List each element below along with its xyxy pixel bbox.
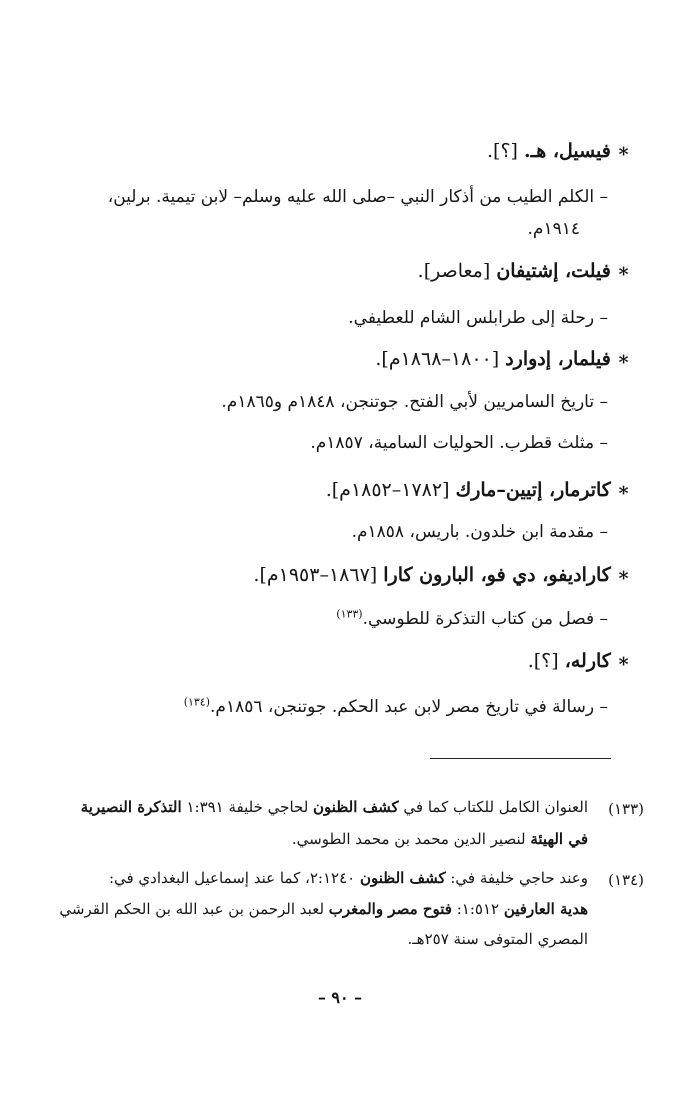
entry-heading: ∗كاترمار، إتيين–مارك [١٧٨٢–١٨٥٢م]. <box>325 479 630 501</box>
entry-heading: ∗فيسيل، هـ. [؟]. <box>487 140 630 162</box>
footnote-ref[interactable]: (١٣٤) <box>183 695 211 709</box>
footnote-separator <box>430 758 611 759</box>
page-number: – ٩٠ – <box>317 988 363 1007</box>
entry-item: – مثلث قطرب. الحوليات السامية، ١٨٥٧م. <box>310 433 608 453</box>
entry-item: – رحلة إلى طرابلس الشام للعطيفي. <box>348 308 608 328</box>
entry-item: – تاريخ السامريين لأبي الفتح. جوتنجن، ١٨٤٨م و١٨٦٥م. <box>221 392 608 412</box>
entry-heading: ∗كارله، [؟]. <box>527 650 630 672</box>
entry-heading: ∗كاراديفو، دي فو، البارون كارا [١٨٦٧–١٩٥٣م]. <box>253 564 630 586</box>
footnote-line: وعند حاجي خليفة في: كشف الظنون ٢:١٢٤٠، كما عند إسماعيل البغدادي في: <box>108 869 588 887</box>
footnote-number: (١٣٤) <box>608 871 644 889</box>
entry-heading: ∗فيلمار، إدوارد [١٨٠٠–١٨٦٨م]. <box>375 348 630 370</box>
entry-item: – مقدمة ابن خلدون. باريس، ١٨٥٨م. <box>351 522 608 542</box>
footnote-line: هدية العارفين ١:٥١٢: فتوح مصر والمغرب لعبد الرحمن بن عبد الله بن الحكم القرشي <box>59 900 588 918</box>
footnote-line: في الهيئة لنصير الدين محمد بن محمد الطوسي. <box>291 830 588 848</box>
entry-item: – رسالة في تاريخ مصر لابن عبد الحكم. جوتنجن، ١٨٥٦م.$^{(١٣٤)}$ <box>183 695 608 717</box>
entry-item: – الكلم الطيب من أذكار النبي –صلى الله عليه وسلم– لابن تيمية. برلين، <box>107 187 608 207</box>
footnote-line: العنوان الكامل للكتاب كما في كشف الظنون لحاجي خليفة ١:٣٩١ التذكرة النصيرية <box>80 798 588 816</box>
entry-item-continuation: ١٩١٤م. <box>527 219 580 239</box>
entry-heading: ∗فيلت، إشتيفان [معاصر]. <box>417 260 630 282</box>
entry-item: – فصل من كتاب التذكرة للطوسي.$^{(١٣٣)}$ <box>336 607 608 629</box>
footnote-ref[interactable]: (١٣٣) <box>336 607 363 621</box>
footnote-number: (١٣٣) <box>608 800 644 818</box>
footnote-line: المصري المتوفى سنة ٢٥٧هـ. <box>407 930 588 948</box>
